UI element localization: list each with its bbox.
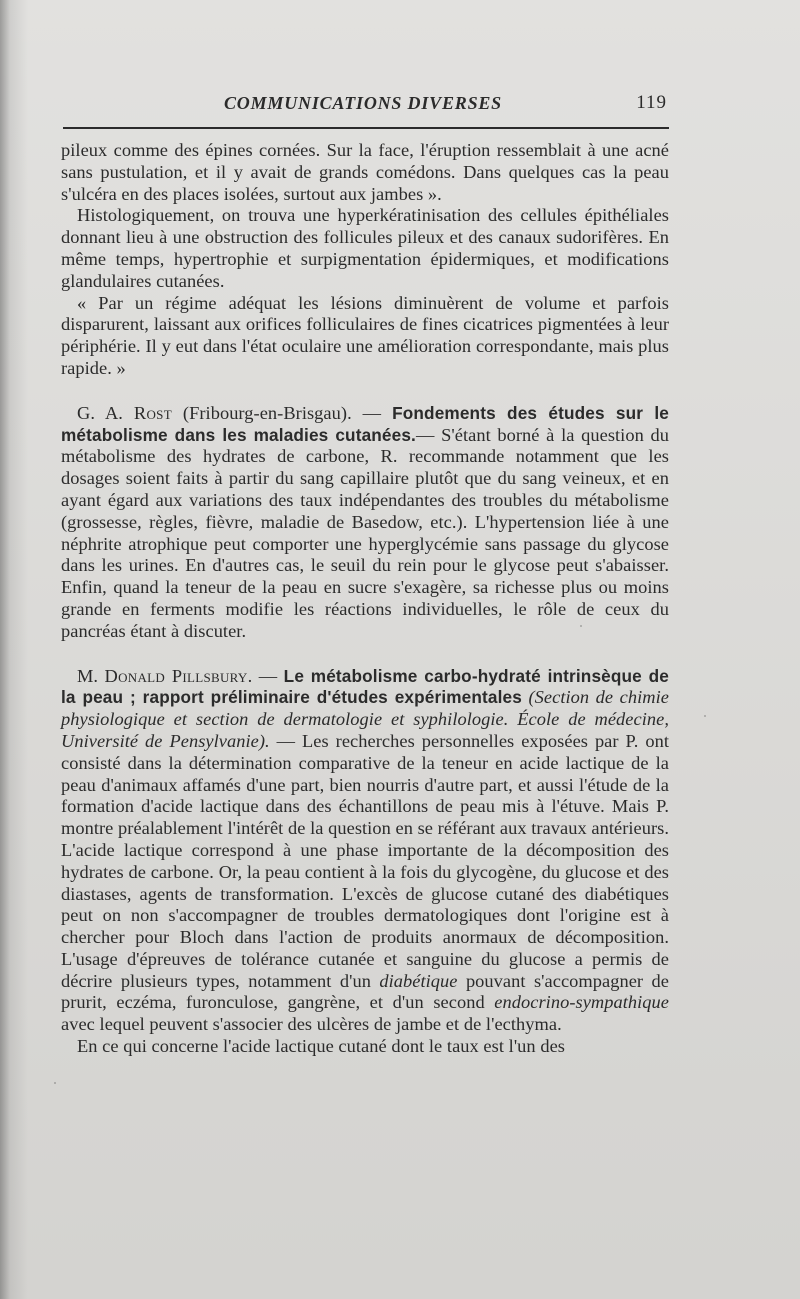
paragraph-regime <box>61 293 669 380</box>
author-location: (Fribourg-en-Brisgau). — <box>171 402 393 423</box>
abstract-body: — S'étant borné à la question du métabolisme des hydrates de carbone, R. recommande notamment que les dosages soient faits à partir du sang capillaire plutôt que du sang veineux, et en ayant égard aux variations des taux indépendantes des troubles du métabolisme (grossesse, règles, fièvre, maladie de Basedow, etc.). L'hypertension liée à une néphrite atrophique peut comporter une hyperglycémie sans passage du glycose dans les urines. En d'autres cas, le seuil du rein pour le glycose peut s'abaisser. Enfin, quand la teneur de la peau en sucre s'exagère, sa richesse plus ou moins grande en ferments modifie les réactions individuelles, le rôle de ceux du pancréas étant à discuter. <box>61 424 669 641</box>
affiliation: (Section de chimie physiologique et section de dermatologie et syphilologie. École de médecine, Université de Pensylvanie). <box>61 687 669 751</box>
author-name: Rost <box>133 402 172 423</box>
paper-speck <box>54 1082 56 1084</box>
paragraph-continuation <box>61 140 669 205</box>
paragraph-text: En ce qui concerne l'acide lactique cutané dont le taux est l'un des <box>77 1036 565 1057</box>
header-title: COMMUNICATIONS DIVERSES <box>224 93 502 113</box>
paragraph-text: Histologiquement, on trouva une hyperkératinisation des cellules épithéliales donnant lieu à une obstruction des follicules pileux et des canaux sudorifères. En même temps, hypertrophie et surpigmentation épidermiques, et modifications glandulaires cutanées. <box>61 205 669 291</box>
author-separator: . — <box>247 665 284 686</box>
abstract-rost <box>61 403 669 643</box>
italic-term: endocrino-sympathique <box>494 992 669 1013</box>
header-rule <box>63 127 669 129</box>
paragraph-text: pileux comme des épines cornées. Sur la face, l'éruption ressemblait à une acné sans pustulation, et il y avait de grands comédons. Dans quelques cas la peau s'ulcéra en des places isolées, surtout aux jambes ». <box>61 140 669 204</box>
paper-speck <box>704 715 706 717</box>
paragraph-histology <box>61 205 669 292</box>
author-initials: M. <box>77 665 105 686</box>
running-header <box>61 89 669 119</box>
abstract-body-continued: pouvant s'accompagner de prurit, eczéma, furonculose, gangrène, et d'un second <box>61 970 669 1013</box>
abstract-pillsbury <box>61 666 669 1037</box>
author-initials: G. A. <box>77 402 134 423</box>
article-body <box>61 140 669 1058</box>
abstract-body-end: avec lequel peuvent s'associer des ulcères de jambe et de l'ecthyma. <box>61 1014 562 1035</box>
paragraph-text: « Par un régime adéquat les lésions diminuèrent de volume et parfois disparurent, laissant aux orifices folliculaires de fines cicatrices pigmentées à leur périphérie. Il y eut dans l'état oculaire une amélioration correspondante, mais plus rapide. » <box>61 292 669 378</box>
paper-speck <box>580 625 582 627</box>
paragraph-lactic-acid <box>61 1036 669 1058</box>
italic-term: diabétique <box>379 970 458 991</box>
abstract-title: Le métabolisme carbo-hydraté intrinsèque de la peau ; rapport préliminaire d'études expérimentales <box>61 665 669 708</box>
abstract-body: — Les recherches personnelles exposées par P. ont consisté dans la détermination comparative de la teneur en acide lactique de la peau d'animaux affamés d'une part, bien nourris d'autre part, et aussi l'étude de la formation d'acide lactique dans des échantillons de peau mis à l'étuve. Mais P. montre préalablement l'intérêt de la question en se référant aux travaux antérieurs. L'acide lactique correspond à une phase importante de la décomposition des hydrates de carbone. Or, la peau contient à la fois du glycogène, du glucose et des diastases, agents de transformation. L'excès de glucose cutané des diabétiques peut on non s'accompagner de troubles dermatologiques dont l'origine est à chercher pour Bloch dans l'action de produits anormaux de décomposition. L'usage d'épreuves de tolérance cutanée et sanguine du glucose a permis de décrire plusieurs types, notamment d'un <box>61 730 670 991</box>
page-number: 119 <box>636 92 667 113</box>
abstract-title: Fondements des études sur le métabolisme dans les maladies cutanées. <box>61 402 669 445</box>
author-name: Donald Pillsbury <box>104 665 248 686</box>
